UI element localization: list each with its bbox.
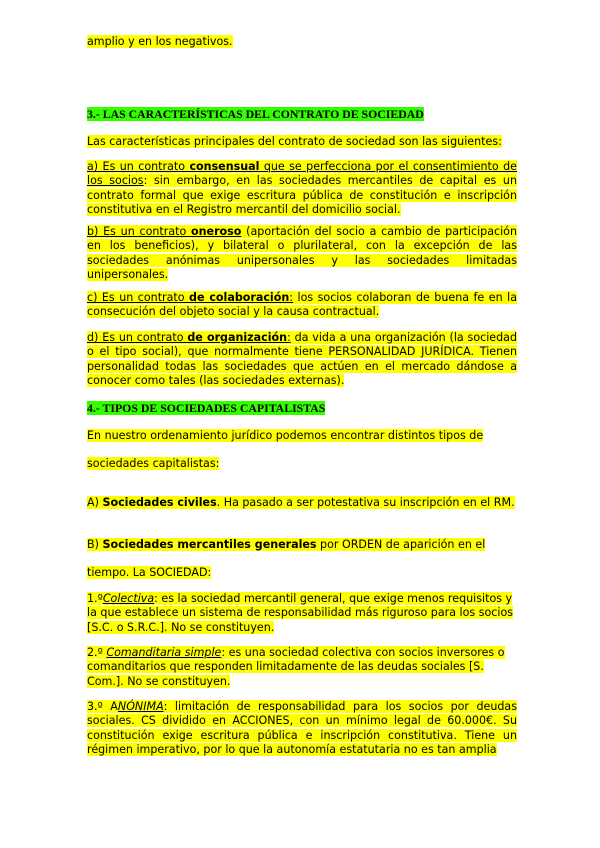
type-b-mercantiles-line-2: tiempo. La SOCIEDAD: bbox=[87, 566, 212, 579]
section-3-heading: 3.- LAS CARACTERÍSTICAS DEL CONTRATO DE SOCIEDAD bbox=[87, 107, 424, 121]
characteristic-a: a) Es un contrato consensual que se perfecciona por el consentimiento de los socios: sin embargo, en las sociedades mercantiles de capital es un contrato formal que exige escritura pública de constitución e inscripción constitutiva en el Registro mercantil del domicilio social. bbox=[87, 160, 517, 216]
type-a-civiles: A) Sociedades civiles. Ha pasado a ser potestativa su inscripción en el RM. bbox=[87, 496, 515, 509]
section-4-intro-line-2: sociedades capitalistas: bbox=[87, 457, 220, 470]
type-anonima: 3.º ANÓNIMA: limitación de responsabilidad para los socios por deudas sociales. CS dividido en ACCIONES, con un mínimo legal de 60.000€. Su constitución exige escritura pública e inscripción constitutiva. Tiene un régimen imperativo, por lo que la autonomía estatutaria no es tan amplia bbox=[87, 700, 518, 756]
section-3-intro: Las características principales del contrato de sociedad son las siguientes: bbox=[87, 135, 502, 148]
type-b-mercantiles-line-1: B) Sociedades mercantiles generales por ORDEN de aparición en el bbox=[87, 538, 486, 551]
section-4-intro-line-1: En nuestro ordenamiento jurídico podemos encontrar distintos tipos de bbox=[87, 429, 484, 442]
type-colectiva: 1.ºColectiva: es la sociedad mercantil general, que exige menos requisitos y la que establece un sistema de responsabilidad más riguroso para los socios [S.C. o S.R.C.]. No se constituyen. bbox=[87, 592, 514, 634]
section-4-heading: 4.- TIPOS DE SOCIEDADES CAPITALISTAS bbox=[87, 401, 326, 415]
intro-tail: amplio y en los negativos. bbox=[87, 35, 233, 48]
type-comanditaria-simple: 2.º Comanditaria simple: es una sociedad colectiva con socios inversores o comanditarios que responden limitadamente de las deudas sociales [S. Com.]. No se constituyen. bbox=[87, 646, 505, 688]
characteristic-d: d) Es un contrato de organización: da vida a una organización (la sociedad o el tipo social), que normalmente tiene PERSONALIDAD JURÍDICA. Tienen personalidad todas las sociedades que actúen en el mercado dándose a conocer como tales (las sociedades externas). bbox=[87, 331, 517, 387]
characteristic-b: b) Es un contrato oneroso (aportación del socio a cambio de participación en los beneficios), y bilateral o plurilateral, con la excepción de las sociedades anónimas unipersonales y las sociedades limitadas unipersonales. bbox=[87, 225, 518, 281]
characteristic-c: c) Es un contrato de colaboración: los socios colaboran de buena fe en la consecución del objeto social y la causa contractual. bbox=[87, 291, 517, 319]
